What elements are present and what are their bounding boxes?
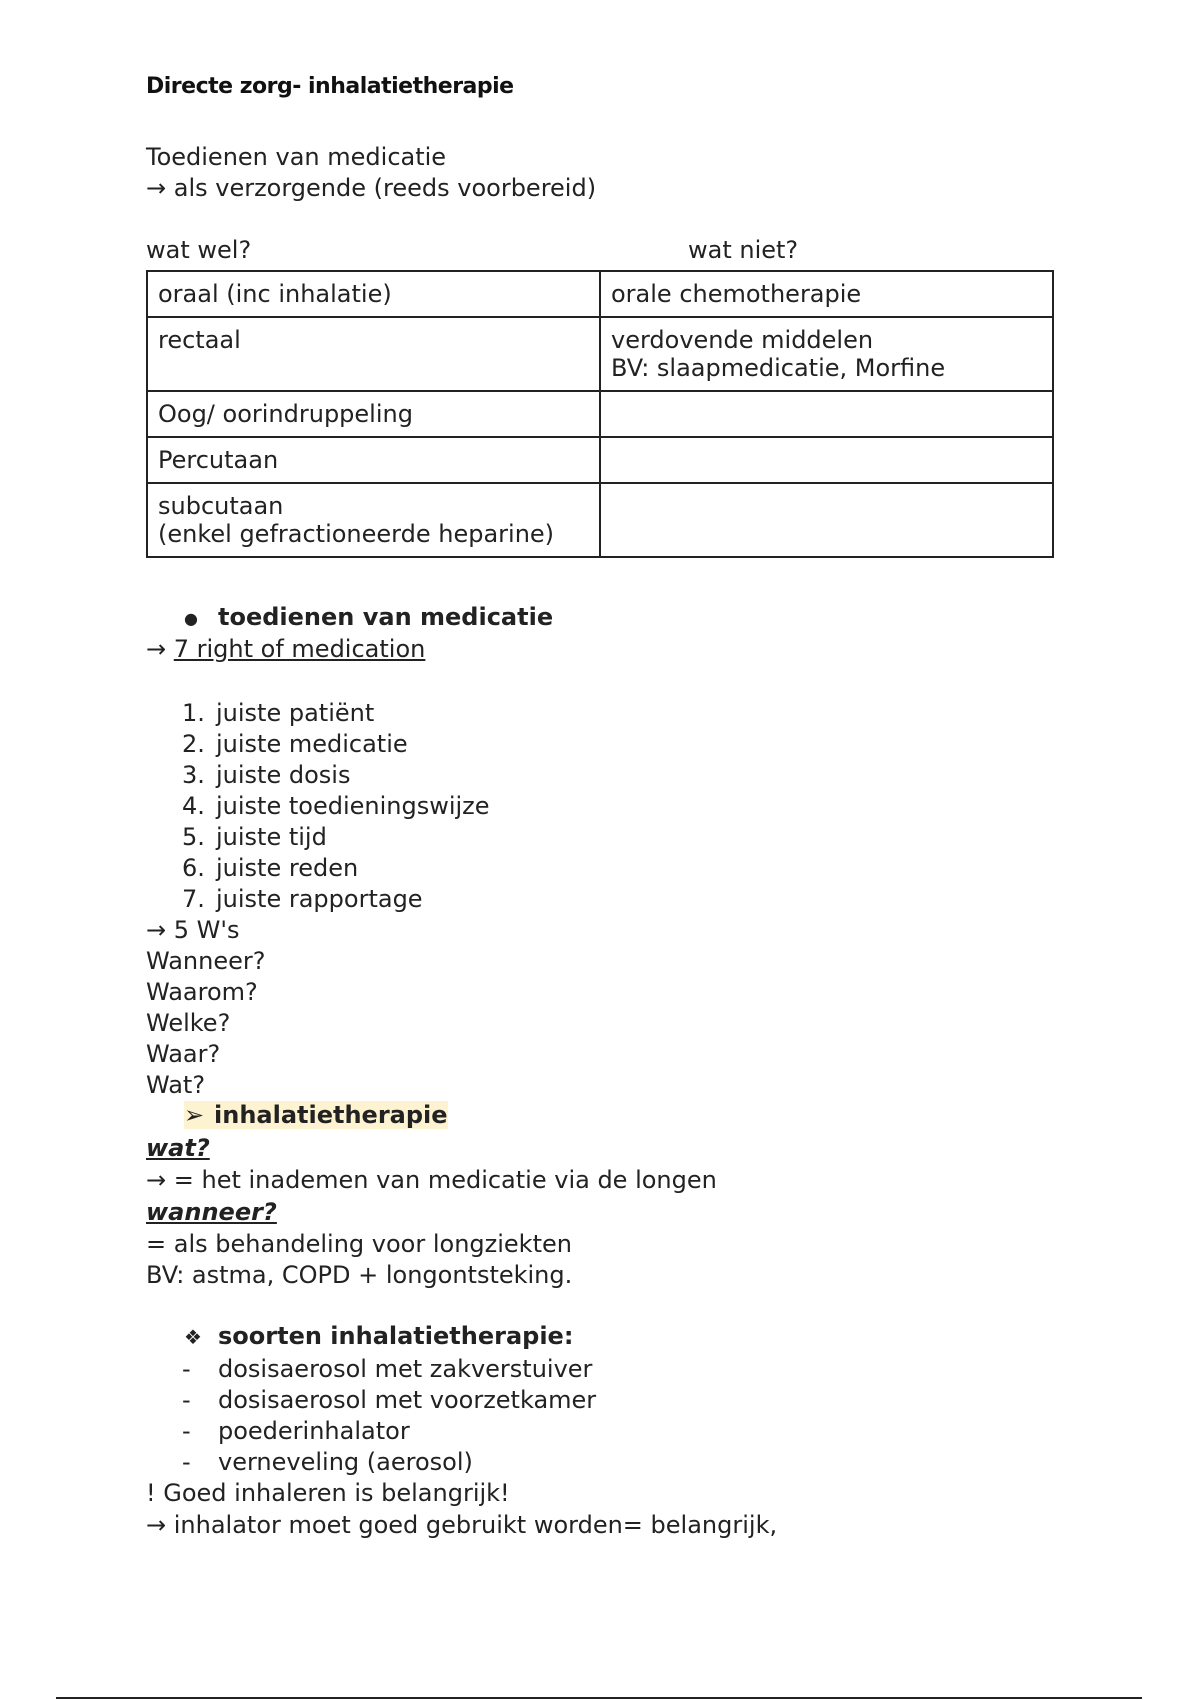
subheading-7-rights: 7 right of medication bbox=[173, 635, 426, 663]
w-item: Welke? bbox=[146, 1009, 231, 1037]
table-cell: oraal (inc inhalatie) bbox=[147, 271, 600, 317]
table-cell: subcutaan (enkel gefractioneerde heparine) bbox=[147, 483, 600, 557]
table-cell: orale chemotherapie bbox=[600, 271, 1053, 317]
w-item: Wanneer? bbox=[146, 947, 266, 975]
page-divider bbox=[56, 1697, 1142, 1699]
table-cell bbox=[600, 437, 1053, 483]
table-cell: verdovende middelen BV: slaapmedicatie, Morfine bbox=[600, 317, 1053, 391]
arrow-icon: → bbox=[146, 635, 167, 663]
table-cell bbox=[600, 483, 1053, 557]
bullet-types bbox=[184, 1322, 573, 1350]
list-item: - dosisaerosol met zakverstuiver bbox=[182, 1355, 593, 1383]
answer-when: = als behandeling voor longziekten bbox=[146, 1230, 572, 1258]
intro-line: Toedienen van medicatie bbox=[146, 143, 447, 171]
bullet-medication bbox=[184, 603, 553, 631]
arrowhead-icon: ➢ bbox=[184, 1101, 205, 1129]
list-item: 4. juiste toedieningswijze bbox=[182, 792, 490, 820]
list-item: - verneveling (aerosol) bbox=[182, 1448, 473, 1476]
table-cell: Oog/ oorindruppeling bbox=[147, 391, 600, 437]
list-item: 3. juiste dosis bbox=[182, 761, 351, 789]
list-item: 7. juiste rapportage bbox=[182, 885, 423, 913]
answer-what: → = het inademen van medicatie via de longen bbox=[146, 1166, 717, 1194]
question-when: wanneer? bbox=[146, 1198, 277, 1226]
table-row bbox=[147, 271, 1053, 317]
section-heading: toedienen van medicatie bbox=[218, 603, 554, 631]
section-heading: inhalatietherapie bbox=[214, 1101, 448, 1129]
table-cell bbox=[600, 391, 1053, 437]
table-row bbox=[147, 483, 1053, 557]
table-header-left: wat wel? bbox=[146, 236, 252, 264]
list-item: 6. juiste reden bbox=[182, 854, 359, 882]
medication-table bbox=[146, 270, 1054, 558]
ws-heading: → 5 W's bbox=[146, 916, 240, 944]
note-line: ! Goed inhaleren is belangrijk! bbox=[146, 1479, 510, 1507]
list-item: 2. juiste medicatie bbox=[182, 730, 408, 758]
bullet-inhalation bbox=[184, 1101, 448, 1129]
table-row bbox=[147, 437, 1053, 483]
highlighted-heading bbox=[184, 1101, 448, 1129]
diamond-bullet-icon: ❖ bbox=[184, 1325, 202, 1349]
question-what: wat? bbox=[146, 1134, 210, 1162]
types-list bbox=[182, 1354, 596, 1478]
w-item: Waarom? bbox=[146, 978, 258, 1006]
intro-line-sub: → als verzorgende (reeds voorbereid) bbox=[146, 174, 597, 202]
w-item: Waar? bbox=[146, 1040, 221, 1068]
answer-when-example: BV: astma, COPD + longontsteking. bbox=[146, 1261, 573, 1289]
section-heading: soorten inhalatietherapie: bbox=[218, 1322, 574, 1350]
table-cell: rectaal bbox=[147, 317, 600, 391]
page-title: Directe zorg- inhalatietherapie bbox=[146, 74, 514, 99]
list-item: - dosisaerosol met voorzetkamer bbox=[182, 1386, 597, 1414]
table-header-right: wat niet? bbox=[688, 236, 799, 264]
w-item: Wat? bbox=[146, 1071, 206, 1099]
subheading-line bbox=[146, 634, 425, 665]
bullet-dot-icon: ● bbox=[184, 608, 198, 628]
note-line-sub: → inhalator moet goed gebruikt worden= belangrijk, bbox=[146, 1511, 778, 1539]
list-item: 5. juiste tijd bbox=[182, 823, 327, 851]
list-item: - poederinhalator bbox=[182, 1417, 410, 1445]
table-row bbox=[147, 317, 1053, 391]
list-item: 1. juiste patiënt bbox=[182, 699, 375, 727]
table-row bbox=[147, 391, 1053, 437]
rights-list bbox=[146, 698, 490, 915]
table-cell: Percutaan bbox=[147, 437, 600, 483]
